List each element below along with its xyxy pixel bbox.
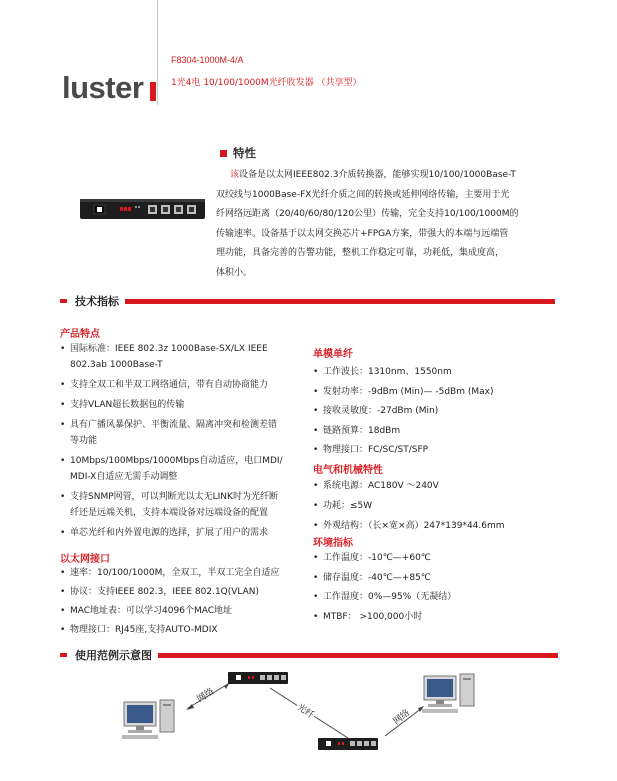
logo-accent-bar bbox=[150, 82, 156, 101]
list-item: • 国际标准：IEEE 802.3z 1000Base-SX/LX IEEE 802.3ab 1000Base-T bbox=[60, 341, 320, 373]
list-item: • 具有广播风暴保护、平衡流量、隔离冲突和检测差错 等功能 bbox=[60, 417, 320, 449]
product-subtitle: 1光4电 10/100/1000M光纤收发器 （共享型） bbox=[171, 78, 362, 88]
environment-title: 环境指标 bbox=[313, 538, 353, 549]
network-label-right: 网络 bbox=[391, 708, 413, 728]
ethernet-interface-title: 以太网接口 bbox=[60, 554, 110, 565]
list-item: • 工作温度：-10℃—+60℃ bbox=[313, 549, 573, 569]
tech-heading-text: 技术指标 bbox=[75, 295, 119, 308]
features-line: 该设备是以太网IEEE802.3介质转换器，能够实现10/100/1000Base-T bbox=[230, 170, 516, 180]
network-label-left: 网络 bbox=[195, 686, 217, 705]
list-item: • 支持VLAN超长数据包的传输 bbox=[60, 397, 320, 413]
features-line: 纤网络远距离（20/40/60/80/120公里）传输，完全支持10/100/1000M的 bbox=[216, 209, 519, 219]
tech-section-heading bbox=[60, 294, 555, 308]
environment-list bbox=[313, 549, 573, 627]
list-item: • 支持SNMP网管，可以判断光以太无LINK时为光纤断 纤还是远端关机，支持本端设备对远端设备的配置 bbox=[60, 489, 320, 521]
list-item: • MTBF： >100,000小时 bbox=[313, 608, 573, 628]
features-line: 体积小。 bbox=[216, 267, 253, 278]
computer-icon bbox=[120, 698, 178, 742]
features-heading bbox=[220, 145, 256, 161]
computer-icon bbox=[420, 672, 478, 716]
list-item: • 功耗：≤5W bbox=[313, 496, 583, 516]
list-item: • 支持全双工和半双工网络通信，带有自动协商能力 bbox=[60, 377, 320, 393]
features-lead-char: 该 bbox=[230, 170, 240, 180]
features-line: 双绞线与1000Base-FX光纤介质之间的转换或延伸网络传输，主要用于光 bbox=[216, 189, 510, 200]
features-heading-text: 特性 bbox=[233, 146, 256, 160]
list-item: • MAC地址表：可以学习4096个MAC地址 bbox=[60, 602, 320, 621]
features-line: 理功能，具备完善的告警功能，整机工作稳定可靠，功耗低，集成度高， bbox=[216, 248, 505, 258]
brand-logo: luster bbox=[62, 70, 144, 105]
list-item: • 10Mbps/100Mbps/1000Mbps自动适应，电口MDI/ MDI-X自适应无需手动调整 bbox=[60, 453, 320, 485]
product-features-list bbox=[60, 341, 320, 541]
heading-square-icon bbox=[220, 150, 227, 157]
features-description bbox=[216, 166, 561, 283]
product-model: F8304-1000M-4/A bbox=[171, 55, 244, 65]
device-icon bbox=[318, 736, 378, 752]
electrical-mechanical-title: 电气和机械特性 bbox=[313, 465, 383, 476]
application-section-heading bbox=[60, 648, 558, 662]
list-item: • 系统电源：AC180V ～240V bbox=[313, 476, 583, 496]
section-bar-left bbox=[60, 653, 67, 657]
list-item: • 外观结构：（长×宽×高）247*139*44.6mm bbox=[313, 516, 583, 536]
fiber-label: 光纤 bbox=[294, 700, 318, 722]
features-line: 传输速率。设备基于以太网交换芯片+FPGA方案，带强大的本端与远端管 bbox=[216, 228, 509, 239]
list-item: • 发射功率：-9dBm (Min)— -5dBm (Max) bbox=[313, 383, 573, 403]
list-item: • 速率：10/100/1000M，全双工，半双工完全自适应 bbox=[60, 564, 320, 583]
ethernet-interface-list bbox=[60, 564, 320, 640]
section-bar-right bbox=[158, 653, 558, 658]
list-item: • 储存温度：-40℃—+85℃ bbox=[313, 569, 573, 589]
list-item: • 协议：支持IEEE 802.3，IEEE 802.1Q(VLAN) bbox=[60, 583, 320, 602]
single-mode-title: 单模单纤 bbox=[313, 349, 353, 360]
header-divider-line bbox=[157, 0, 158, 105]
electrical-mechanical-list bbox=[313, 476, 583, 536]
single-mode-list bbox=[313, 363, 573, 461]
product-features-title: 产品特点 bbox=[60, 329, 100, 340]
list-item: • 单芯光纤和内外置电源的选择，扩展了用户的需求 bbox=[60, 525, 320, 541]
list-item: • 工作湿度：0%—95%（无凝结） bbox=[313, 588, 573, 608]
section-bar-left bbox=[60, 299, 67, 303]
list-item: • 接收灵敏度：-27dBm (Min) bbox=[313, 402, 573, 422]
list-item: • 物理接口：RJ45座,支持AUTO-MDIX bbox=[60, 621, 320, 640]
list-item: • 链路预算：18dBm bbox=[313, 422, 573, 442]
usage-diagram bbox=[120, 666, 500, 778]
application-heading-text: 使用范例示意图 bbox=[75, 649, 152, 662]
device-icon bbox=[228, 670, 288, 686]
list-item: • 工作波长：1310nm、1550nm bbox=[313, 363, 573, 383]
list-item: • 物理接口：FC/SC/ST/SFP bbox=[313, 441, 573, 461]
section-bar-right bbox=[125, 299, 555, 304]
device-icon bbox=[80, 196, 205, 222]
